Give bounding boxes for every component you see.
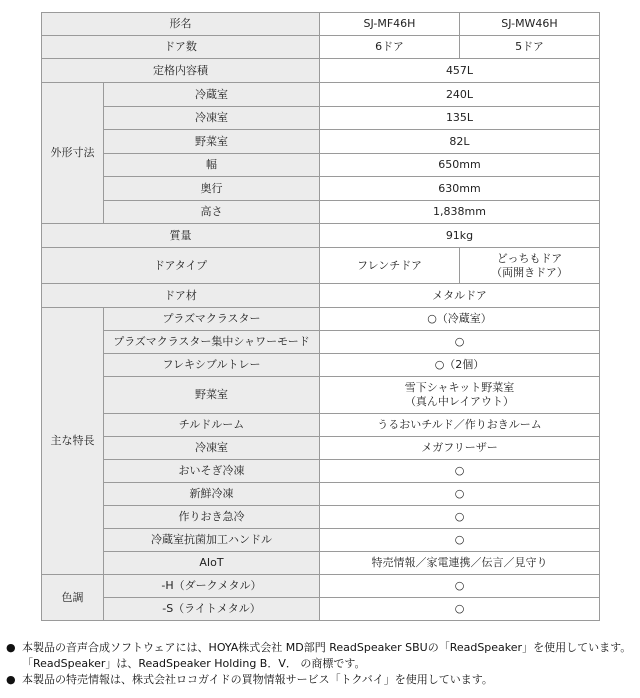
label-fresh-freeze: 新鮮冷凍: [104, 483, 320, 506]
fridge-value: 240L: [320, 83, 600, 107]
label-quick-freeze: おいそぎ冷凍: [104, 460, 320, 483]
row-rapid-chill: [42, 506, 600, 529]
footnote-text: 本製品の音声合成ソフトウェアには、HOYA株式会社 MD部門 ReadSpeaker SBUの「ReadSpeaker」を使用しています。「ReadSpeaker」は、ReadSpeaker Holding B．V． の商標です。: [22, 641, 632, 670]
row-chilled: [42, 414, 600, 437]
label-flexible-tray: フレキシブルトレー: [104, 354, 320, 377]
row-color-light: [42, 598, 600, 621]
row-mass: [42, 224, 600, 248]
label-freezer: 冷凍室: [104, 107, 320, 130]
height-value: 1,838mm: [320, 201, 600, 224]
group-features: 主な特長: [42, 308, 104, 575]
door-type-a: フレンチドア: [320, 248, 460, 284]
group-colors: 色調: [42, 575, 104, 621]
label-height: 高さ: [104, 201, 320, 224]
spec-table: [41, 12, 600, 621]
width-value: 650mm: [320, 154, 600, 177]
vegetable-feature-line1: 雪下シャキット野菜室: [404, 381, 515, 394]
row-color-dark: [42, 575, 600, 598]
freezer-feature-value: メガフリーザー: [320, 437, 600, 460]
group-outer-dims: 外形寸法: [42, 83, 104, 224]
label-width: 幅: [104, 154, 320, 177]
row-fridge: [42, 83, 600, 107]
door-type-b: [460, 248, 600, 284]
row-depth: [42, 177, 600, 201]
row-freezer-feature: [42, 437, 600, 460]
label-aiot: AIoT: [104, 552, 320, 575]
model-a: SJ-MF46H: [320, 13, 460, 36]
vegetable-feature-value: [320, 377, 600, 414]
label-antibacterial: 冷蔵室抗菌加工ハンドル: [104, 529, 320, 552]
label-color-dark: -H（ダークメタル）: [104, 575, 320, 598]
label-rapid-chill: 作りおき急冷: [104, 506, 320, 529]
row-aiot: [42, 552, 600, 575]
aiot-value: 特売情報／家電連携／伝言／見守り: [320, 552, 600, 575]
label-door-type: ドアタイプ: [42, 248, 320, 284]
label-vegetable: 野菜室: [104, 130, 320, 154]
row-freezer: [42, 107, 600, 130]
label-mass: 質量: [42, 224, 320, 248]
capacity-value: 457L: [320, 59, 600, 83]
color-light-value: ○: [320, 598, 600, 621]
row-model-name: [42, 13, 600, 36]
row-antibacterial: [42, 529, 600, 552]
label-freezer-feature: 冷凍室: [104, 437, 320, 460]
row-flexible-tray: [42, 354, 600, 377]
footnote-text: 本製品の特売情報は、株式会社ロコガイドの買物情報サービス「トクバイ」を使用しています。: [22, 673, 493, 686]
rapid-chill-value: ○: [320, 506, 600, 529]
label-depth: 奥行: [104, 177, 320, 201]
label-door-count: ドア数: [42, 36, 320, 59]
row-plasma-shower: [42, 331, 600, 354]
footnote-tokubai: [0, 672, 640, 688]
bullet-icon: ●: [6, 641, 16, 654]
quick-freeze-value: ○: [320, 460, 600, 483]
vegetable-feature-line2: （真ん中レイアウト）: [404, 395, 515, 408]
model-b: SJ-MW46H: [460, 13, 600, 36]
freezer-value: 135L: [320, 107, 600, 130]
door-material-value: メタルドア: [320, 284, 600, 308]
door-type-b-line2: （両開きドア）: [491, 265, 568, 279]
vegetable-value: 82L: [320, 130, 600, 154]
plasma-value: ○（冷蔵室）: [320, 308, 600, 331]
flexible-tray-value: ○（2個）: [320, 354, 600, 377]
row-door-type: [42, 248, 600, 284]
mass-value: 91kg: [320, 224, 600, 248]
row-width: [42, 154, 600, 177]
fresh-freeze-value: ○: [320, 483, 600, 506]
footnotes: [0, 640, 640, 688]
door-count-a: 6ドア: [320, 36, 460, 59]
row-door-material: [42, 284, 600, 308]
label-capacity: 定格内容積: [42, 59, 320, 83]
footnote-readspeaker: [0, 640, 640, 672]
bullet-icon: ●: [6, 673, 16, 686]
label-door-material: ドア材: [42, 284, 320, 308]
door-count-b: 5ドア: [460, 36, 600, 59]
antibacterial-value: ○: [320, 529, 600, 552]
row-quick-freeze: [42, 460, 600, 483]
label-color-light: -S（ライトメタル）: [104, 598, 320, 621]
plasma-shower-value: ○: [320, 331, 600, 354]
depth-value: 630mm: [320, 177, 600, 201]
row-fresh-freeze: [42, 483, 600, 506]
color-dark-value: ○: [320, 575, 600, 598]
row-plasma: [42, 308, 600, 331]
row-vegetable: [42, 130, 600, 154]
label-vegetable-feature: 野菜室: [104, 377, 320, 414]
row-capacity: [42, 59, 600, 83]
label-model-name: 形名: [42, 13, 320, 36]
chilled-value: うるおいチルド／作りおきルーム: [320, 414, 600, 437]
label-plasma: プラズマクラスター: [104, 308, 320, 331]
label-chilled: チルドルーム: [104, 414, 320, 437]
door-type-b-line1: どっちもドア: [496, 251, 563, 265]
row-vegetable-feature: [42, 377, 600, 414]
row-height: [42, 201, 600, 224]
row-door-count: [42, 36, 600, 59]
label-fridge: 冷蔵室: [104, 83, 320, 107]
label-plasma-shower: プラズマクラスター集中シャワーモード: [104, 331, 320, 354]
